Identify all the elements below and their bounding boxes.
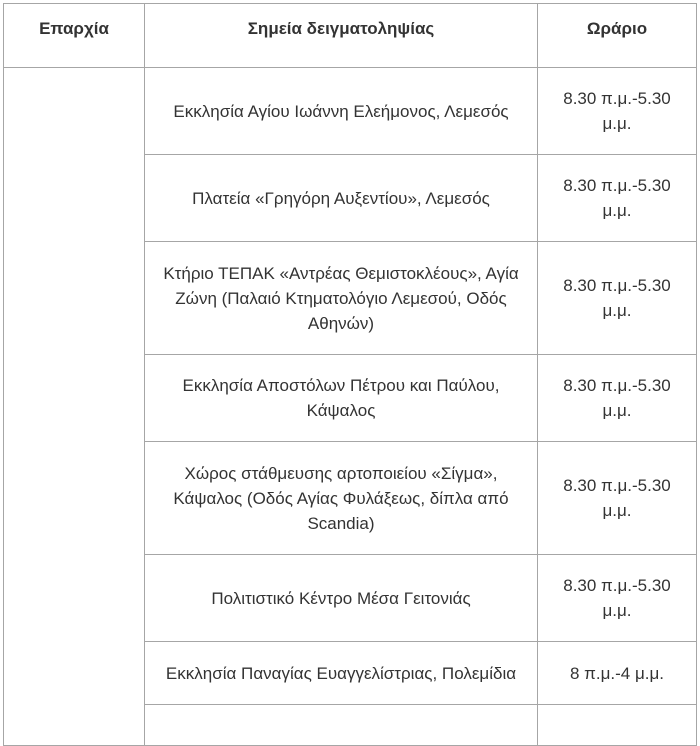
site-cell: Πολιτιστικό Κέντρο Μέσα Γειτονιάς xyxy=(145,555,538,642)
hours-cell: 8.30 π.μ.-5.30 μ.μ. xyxy=(538,442,697,555)
site-cell: Εκκλησία Παναγίας Ευαγγελίστριας, Πολεμίδια xyxy=(145,642,538,705)
table-row xyxy=(4,68,697,155)
hours-cell: 8.30 π.μ.-5.30 μ.μ. xyxy=(538,555,697,642)
site-cell: Κτήριο ΤΕΠΑΚ «Αντρέας Θεμιστοκλέους», Αγία Ζώνη (Παλαιό Κτηματολόγιο Λεμεσού, Οδός Αθηνών) xyxy=(145,242,538,355)
header-region: Επαρχία xyxy=(4,4,145,68)
header-hours: Ωράριο xyxy=(538,4,697,68)
hours-cell: 8.30 π.μ.-5.30 μ.μ. xyxy=(538,242,697,355)
region-cell xyxy=(4,68,145,746)
header-sampling-points: Σημεία δειγματοληψίας xyxy=(145,4,538,68)
hours-cell: 8 π.μ.-4 μ.μ. xyxy=(538,642,697,705)
hours-cell: 8.30 π.μ.-5.30 μ.μ. xyxy=(538,355,697,442)
sampling-points-table xyxy=(3,3,697,746)
hours-cell: 8.30 π.μ.-5.30 μ.μ. xyxy=(538,155,697,242)
site-cell: Πλατεία «Γρηγόρη Αυξεντίου», Λεμεσός xyxy=(145,155,538,242)
site-cell: Εκκλησία Αγίου Ιωάννη Ελεήμονος, Λεμεσός xyxy=(145,68,538,155)
hours-cell: 8.30 π.μ.-5.30 μ.μ. xyxy=(538,68,697,155)
site-cell: Εκκλησία Αποστόλων Πέτρου και Παύλου, Κάψαλος xyxy=(145,355,538,442)
header-row xyxy=(4,4,697,68)
site-cell: Χώρος στάθμευσης αρτοποιείου «Σίγμα», Κάψαλος (Οδός Αγίας Φυλάξεως, δίπλα από Scandia) xyxy=(145,442,538,555)
